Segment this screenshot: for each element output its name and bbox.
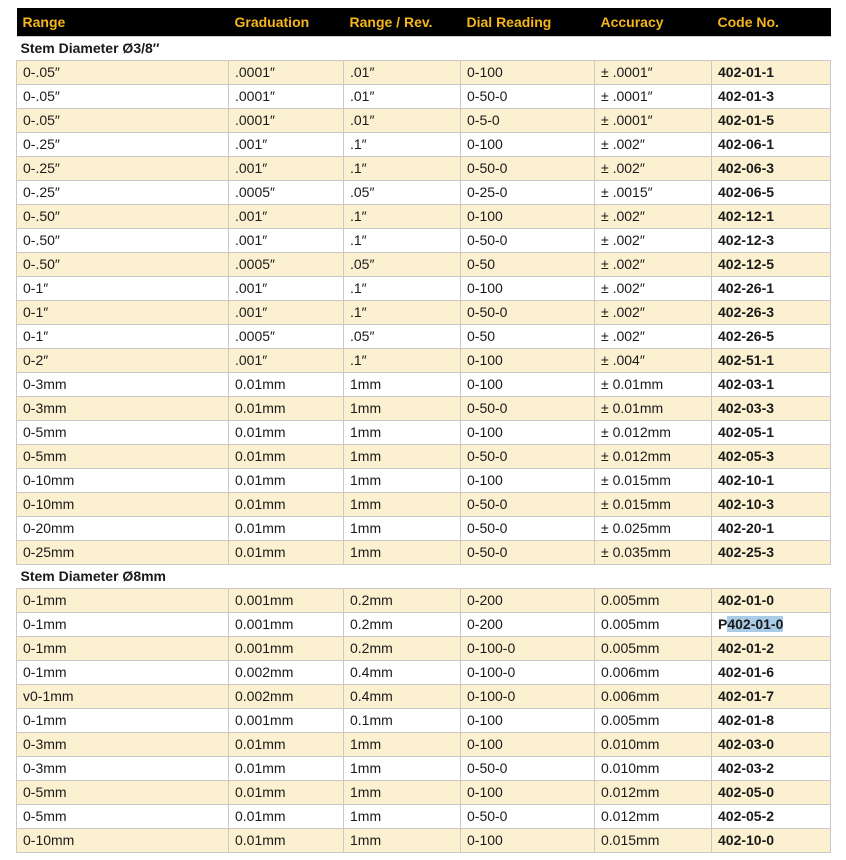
cell-dial-reading: 0-200 [461,612,595,636]
cell-range: 0-10mm [17,468,229,492]
cell-code-no: 402-01-6 [712,660,831,684]
cell-code-no: 402-12-3 [712,228,831,252]
cell-accuracy: ± .002″ [595,300,712,324]
cell-dial-reading: 0-100 [461,420,595,444]
cell-code-no: 402-25-3 [712,540,831,564]
cell-code-no: 402-10-1 [712,468,831,492]
table-row [17,588,831,612]
table-row [17,828,831,852]
cell-graduation: .001″ [229,276,344,300]
cell-accuracy: ± .002″ [595,156,712,180]
cell-code-no: 402-03-3 [712,396,831,420]
cell-accuracy: ± .0015″ [595,180,712,204]
cell-range-per-rev: .01″ [344,108,461,132]
header-code-no: Code No. [717,13,779,30]
cell-dial-reading: 0-100 [461,780,595,804]
cell-dial-reading: 0-100 [461,348,595,372]
table-row [17,324,831,348]
header-range-per-rev: Range / Rev. [349,13,433,30]
cell-graduation: 0.01mm [229,372,344,396]
table-row [17,396,831,420]
cell-code-no: 402-06-1 [712,132,831,156]
cell-accuracy: ± 0.01mm [595,396,712,420]
cell-accuracy: 0.015mm [595,828,712,852]
cell-range-per-rev: 1mm [344,732,461,756]
cell-range-per-rev: 0.2mm [344,588,461,612]
cell-dial-reading: 0-50-0 [461,804,595,828]
typed-prefix: P [718,616,728,632]
cell-graduation: .0001″ [229,108,344,132]
table-row [17,804,831,828]
cell-accuracy: ± 0.01mm [595,372,712,396]
cell-dial-reading: 0-50-0 [461,228,595,252]
cell-range: 0-.50″ [17,204,229,228]
table-row [17,540,831,564]
table-row [17,228,831,252]
cell-graduation: 0.001mm [229,588,344,612]
cell-range-per-rev: 1mm [344,540,461,564]
table-row [17,516,831,540]
cell-code-no [712,612,831,636]
cell-dial-reading: 0-100 [461,828,595,852]
cell-dial-reading: 0-100 [461,468,595,492]
cell-range-per-rev: 0.2mm [344,612,461,636]
cell-graduation: 0.01mm [229,732,344,756]
cell-range: 0-.05″ [17,60,229,84]
cell-range: 0-5mm [17,804,229,828]
cell-graduation: 0.01mm [229,804,344,828]
cell-range-per-rev: .01″ [344,84,461,108]
cell-code-no: 402-05-3 [712,444,831,468]
cell-range-per-rev: .1″ [344,204,461,228]
spec-table [16,8,831,853]
cell-range-per-rev: 1mm [344,828,461,852]
cell-range-per-rev: 0.1mm [344,708,461,732]
table-row [17,60,831,84]
table-row [17,252,831,276]
cell-graduation: .0005″ [229,180,344,204]
cell-range: 0-.05″ [17,84,229,108]
cell-dial-reading: 0-100 [461,372,595,396]
cell-accuracy: 0.012mm [595,780,712,804]
cell-range-per-rev: .1″ [344,348,461,372]
cell-range-per-rev: .05″ [344,324,461,348]
cell-dial-reading: 0-100 [461,708,595,732]
cell-range: 0-.25″ [17,156,229,180]
cell-graduation: 0.001mm [229,708,344,732]
cell-range: 0-5mm [17,420,229,444]
cell-code-no: 402-05-1 [712,420,831,444]
cell-range-per-rev: .1″ [344,300,461,324]
cell-accuracy: ± 0.012mm [595,444,712,468]
cell-range-per-rev: 1mm [344,372,461,396]
cell-range-per-rev: 1mm [344,804,461,828]
cell-range-per-rev: 1mm [344,492,461,516]
cell-graduation: .001″ [229,300,344,324]
cell-accuracy: 0.005mm [595,636,712,660]
cell-graduation: .001″ [229,228,344,252]
cell-range: 0-1mm [17,660,229,684]
cell-accuracy: ± .002″ [595,228,712,252]
cell-accuracy: ± .0001″ [595,84,712,108]
table-row [17,684,831,708]
table-row [17,756,831,780]
cell-accuracy: ± 0.015mm [595,492,712,516]
selected-code-text[interactable]: 402-01-0 [727,616,784,632]
cell-graduation: .0005″ [229,324,344,348]
cell-range: 0-1mm [17,636,229,660]
cell-range-per-rev: .05″ [344,252,461,276]
section-title: Stem Diameter Ø3/8″ [17,36,831,60]
cell-graduation: 0.01mm [229,780,344,804]
cell-code-no: 402-05-0 [712,780,831,804]
cell-graduation: 0.01mm [229,540,344,564]
cell-range-per-rev: 1mm [344,780,461,804]
cell-code-no: 402-01-2 [712,636,831,660]
cell-dial-reading: 0-50-0 [461,492,595,516]
cell-graduation: 0.01mm [229,468,344,492]
cell-accuracy: ± .0001″ [595,108,712,132]
cell-range-per-rev: 1mm [344,468,461,492]
cell-range: 0-2″ [17,348,229,372]
cell-dial-reading: 0-50-0 [461,516,595,540]
table-row [17,180,831,204]
cell-code-no: 402-26-1 [712,276,831,300]
cell-code-no: 402-10-0 [712,828,831,852]
cell-graduation: 0.002mm [229,660,344,684]
cell-code-no: 402-06-5 [712,180,831,204]
cell-accuracy: 0.010mm [595,756,712,780]
cell-range: 0-3mm [17,396,229,420]
cell-graduation: 0.01mm [229,492,344,516]
cell-dial-reading: 0-100-0 [461,636,595,660]
cell-range-per-rev: 1mm [344,756,461,780]
table-row [17,732,831,756]
cell-graduation: .001″ [229,204,344,228]
table-row [17,84,831,108]
cell-range: 0-.50″ [17,228,229,252]
cell-range: 0-20mm [17,516,229,540]
table-header-row [17,8,831,36]
cell-code-no: 402-12-5 [712,252,831,276]
cell-dial-reading: 0-100 [461,60,595,84]
cell-graduation: 0.01mm [229,420,344,444]
cell-accuracy: 0.005mm [595,612,712,636]
cell-range: v0-1mm [17,684,229,708]
cell-accuracy: ± .002″ [595,252,712,276]
cell-graduation: .0001″ [229,60,344,84]
table-row [17,780,831,804]
cell-range: 0-1mm [17,708,229,732]
cell-code-no: 402-01-5 [712,108,831,132]
cell-range: 0-10mm [17,492,229,516]
cell-range-per-rev: 0.4mm [344,684,461,708]
table-row [17,468,831,492]
table-row [17,276,831,300]
cell-accuracy: ± .002″ [595,132,712,156]
cell-accuracy: ± 0.025mm [595,516,712,540]
cell-range: 0-1″ [17,276,229,300]
cell-code-no: 402-03-2 [712,756,831,780]
cell-range: 0-10mm [17,828,229,852]
cell-range: 0-1mm [17,612,229,636]
cell-accuracy: ± .004″ [595,348,712,372]
header-range: Range [22,13,66,30]
cell-code-no: 402-51-1 [712,348,831,372]
cell-range-per-rev: .1″ [344,132,461,156]
cell-graduation: 0.001mm [229,636,344,660]
cell-dial-reading: 0-100-0 [461,684,595,708]
cell-accuracy: 0.005mm [595,588,712,612]
table-row [17,444,831,468]
cell-accuracy: 0.006mm [595,684,712,708]
cell-range: 0-3mm [17,372,229,396]
cell-dial-reading: 0-50-0 [461,156,595,180]
table-row [17,348,831,372]
cell-range-per-rev: .1″ [344,156,461,180]
cell-code-no: 402-01-0 [712,588,831,612]
table-row [17,156,831,180]
cell-code-no: 402-01-7 [712,684,831,708]
cell-range: 0-3mm [17,756,229,780]
table-row [17,708,831,732]
cell-graduation: 0.001mm [229,612,344,636]
cell-code-no: 402-01-8 [712,708,831,732]
cell-range: 0-3mm [17,732,229,756]
table-row [17,492,831,516]
header-accuracy: Accuracy [600,13,664,30]
table-row [17,612,831,636]
cell-graduation: .0001″ [229,84,344,108]
cell-accuracy: ± 0.035mm [595,540,712,564]
cell-range-per-rev: .01″ [344,60,461,84]
cell-accuracy: ± 0.015mm [595,468,712,492]
cell-code-no: 402-10-3 [712,492,831,516]
cell-graduation: 0.002mm [229,684,344,708]
cell-accuracy: ± .002″ [595,204,712,228]
cell-code-no: 402-05-2 [712,804,831,828]
cell-graduation: .001″ [229,132,344,156]
cell-code-no: 402-03-1 [712,372,831,396]
cell-accuracy: 0.005mm [595,708,712,732]
table-row [17,660,831,684]
cell-range: 0-5mm [17,444,229,468]
cell-range: 0-25mm [17,540,229,564]
cell-range-per-rev: 0.2mm [344,636,461,660]
cell-dial-reading: 0-50-0 [461,300,595,324]
cell-accuracy: 0.012mm [595,804,712,828]
cell-range: 0-1″ [17,324,229,348]
cell-graduation: 0.01mm [229,444,344,468]
cell-graduation: .001″ [229,156,344,180]
cell-dial-reading: 0-50-0 [461,444,595,468]
table-row [17,420,831,444]
table-row [17,204,831,228]
cell-range-per-rev: 0.4mm [344,660,461,684]
cell-dial-reading: 0-100 [461,132,595,156]
cell-graduation: 0.01mm [229,756,344,780]
cell-range: 0-.25″ [17,132,229,156]
cell-range: 0-.50″ [17,252,229,276]
header-graduation: Graduation [234,13,310,30]
cell-accuracy: ± .0001″ [595,60,712,84]
cell-range: 0-1mm [17,588,229,612]
header-dial-reading: Dial Reading [466,13,552,30]
cell-range-per-rev: .1″ [344,228,461,252]
cell-code-no: 402-01-3 [712,84,831,108]
table-row [17,372,831,396]
cell-dial-reading: 0-200 [461,588,595,612]
cell-accuracy: ± .002″ [595,324,712,348]
cell-dial-reading: 0-50-0 [461,84,595,108]
cell-dial-reading: 0-50 [461,252,595,276]
cell-graduation: .0005″ [229,252,344,276]
cell-range-per-rev: 1mm [344,444,461,468]
cell-dial-reading: 0-5-0 [461,108,595,132]
cell-range: 0-.25″ [17,180,229,204]
table-row [17,636,831,660]
cell-range-per-rev: 1mm [344,420,461,444]
cell-accuracy: 0.006mm [595,660,712,684]
cell-range: 0-1″ [17,300,229,324]
cell-code-no: 402-26-3 [712,300,831,324]
cell-dial-reading: 0-50-0 [461,396,595,420]
section-heading-2 [17,564,831,588]
cell-range: 0-.05″ [17,108,229,132]
cell-dial-reading: 0-100 [461,732,595,756]
cell-range-per-rev: 1mm [344,516,461,540]
section-heading-1 [17,36,831,60]
cell-code-no: 402-20-1 [712,516,831,540]
table-row [17,108,831,132]
cell-dial-reading: 0-100-0 [461,660,595,684]
cell-graduation: 0.01mm [229,828,344,852]
cell-dial-reading: 0-100 [461,276,595,300]
cell-code-no: 402-03-0 [712,732,831,756]
cell-code-no: 402-06-3 [712,156,831,180]
cell-accuracy: 0.010mm [595,732,712,756]
cell-dial-reading: 0-50 [461,324,595,348]
cell-range: 0-5mm [17,780,229,804]
cell-range-per-rev: 1mm [344,396,461,420]
cell-dial-reading: 0-25-0 [461,180,595,204]
cell-range-per-rev: .05″ [344,180,461,204]
cell-graduation: 0.01mm [229,396,344,420]
cell-range-per-rev: .1″ [344,276,461,300]
section-title: Stem Diameter Ø8mm [17,564,831,588]
table-row [17,132,831,156]
cell-code-no: 402-01-1 [712,60,831,84]
cell-accuracy: ± .002″ [595,276,712,300]
cell-dial-reading: 0-50-0 [461,540,595,564]
table-row [17,300,831,324]
cell-code-no: 402-12-1 [712,204,831,228]
cell-code-no: 402-26-5 [712,324,831,348]
cell-dial-reading: 0-100 [461,204,595,228]
cell-accuracy: ± 0.012mm [595,420,712,444]
cell-graduation: .001″ [229,348,344,372]
cell-graduation: 0.01mm [229,516,344,540]
cell-dial-reading: 0-50-0 [461,756,595,780]
